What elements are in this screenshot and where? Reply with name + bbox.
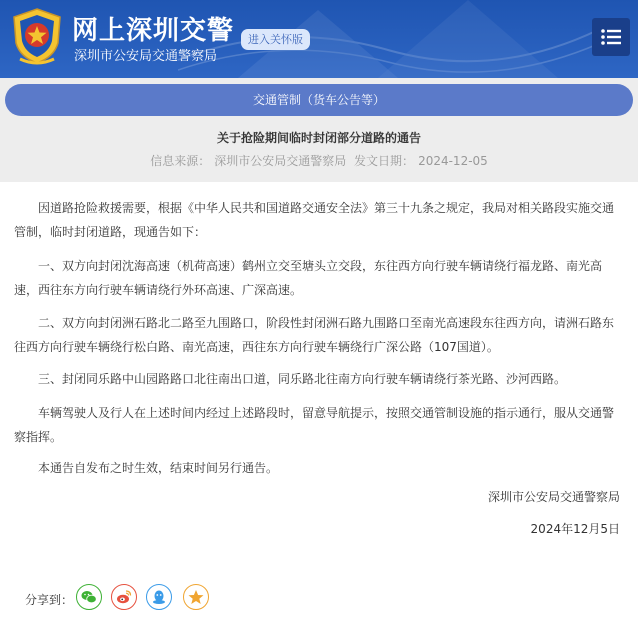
signature-organization: 深圳市公安局交通警察局: [487, 490, 620, 504]
article-title: 关于抢险期间临时封闭部分道路的通告: [216, 131, 421, 145]
care-mode-button[interactable]: 进入关怀版: [241, 29, 310, 50]
article-paragraph: 车辆驾驶人及行人在上述时间内经过上述路段时，留意导航提示，按照交通管制设施的指示通行，服从交通警察指挥。: [14, 406, 615, 444]
source-label: 信息来源：: [150, 154, 211, 168]
wechat-icon: [77, 585, 101, 609]
category-banner[interactable]: 交通管制（货车公告等）: [5, 84, 633, 116]
weibo-icon: [112, 585, 136, 609]
source-value: 深圳市公安局交通警察局: [214, 154, 347, 168]
favorite-icon: [184, 585, 208, 609]
date-label: 发文日期：: [354, 154, 415, 168]
share-qq-button[interactable]: [146, 584, 172, 610]
article-paragraph: 三、封闭同乐路中山园路路口北往南出口道，同乐路北往南方向行驶车辆请绕行茶光路、沙河西路。: [38, 372, 567, 386]
qq-icon: [147, 585, 171, 609]
share-wechat-button[interactable]: [76, 584, 102, 610]
date-value: 2024-12-05: [418, 154, 488, 168]
share-favorite-button[interactable]: [183, 584, 209, 610]
article-paragraph: 二、双方向封闭洲石路北二路至九围路口，阶段性封闭洲石路九围路口至南光高速段东往西方向，请洲石路东往西方向行驶车辆绕行松白路、南光高速，西往东方向行驶车辆绕行广深公路（107国道）。: [14, 316, 615, 354]
article-paragraph: 一、双方向封闭沈海高速（机荷高速）鹤州立交至塘头立交段，东往西方向行驶车辆请绕行福龙路、南光高速，西往东方向行驶车辆请绕行外环高速、广深高速。: [14, 259, 603, 297]
article-paragraph: 因道路抢险救援需要，根据《中华人民共和国道路交通安全法》第三十九条之规定，我局对相关路段实施交通管制，临时封闭道路，现通告如下：: [14, 201, 615, 239]
share-label: 分享到：: [25, 593, 74, 607]
site-title[interactable]: 网上深圳交警: [72, 16, 235, 46]
article-meta: [0, 152, 638, 169]
site-subtitle: 深圳市公安局交通警察局: [74, 49, 218, 64]
menu-button[interactable]: [592, 18, 630, 56]
police-emblem-icon: [10, 7, 64, 65]
share-weibo-button[interactable]: [111, 584, 137, 610]
signature-date: 2024年12月5日: [530, 522, 620, 536]
article-paragraph: 本通告自发布之时生效，结束时间另行通告。: [38, 461, 279, 475]
site-header: [0, 0, 638, 78]
menu-icon: [601, 28, 621, 46]
